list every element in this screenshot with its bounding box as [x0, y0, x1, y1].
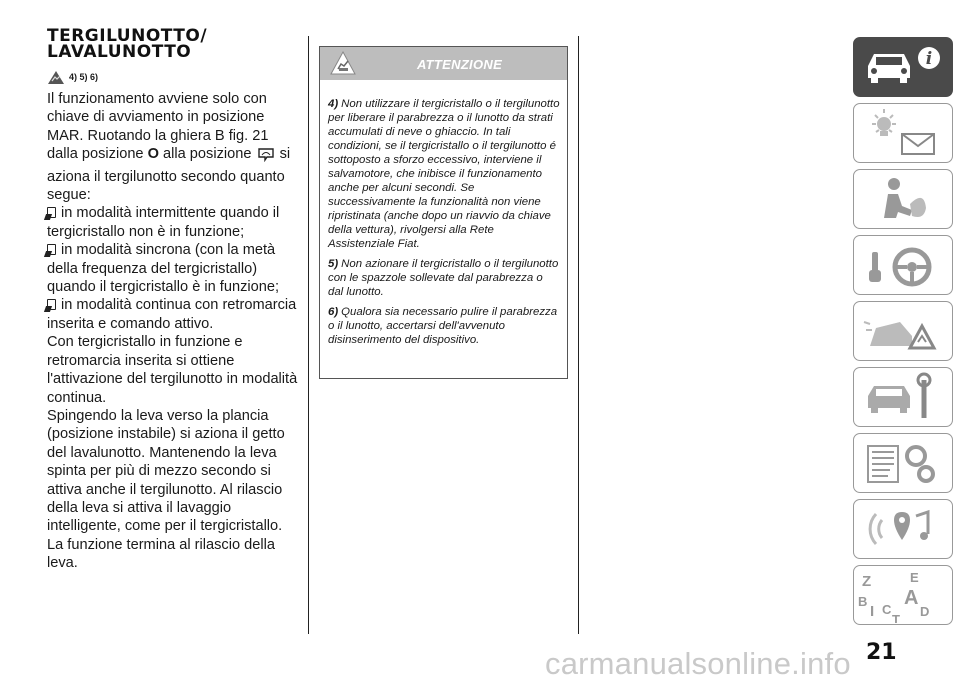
breakdown-icon — [854, 302, 951, 359]
reverse-paragraph: Con tergicristallo in funzione e retromarcia inserita si ottiene l'attivazione del tergilunotto in modalità continua. — [47, 334, 298, 406]
warning-item: 6) Qualora sia necessario pulire il parabrezza o il lunotto, accertarsi dell'avvenuto disinserimento del dispositivo. — [328, 306, 558, 346]
warning-item: 5) Non azionare il tergicristallo o il tergilunotto con le spazzole sollevate dal parabrezza o dal lunotto. — [328, 258, 559, 298]
bullet-icon — [47, 244, 56, 255]
section-title: TERGILUNOTTO/ LAVALUNOTTO — [47, 26, 208, 62]
svg-text:C: C — [882, 602, 892, 617]
tab-alphabetical-index[interactable] — [853, 565, 953, 625]
tab-car-info[interactable] — [853, 37, 953, 97]
svg-text:E: E — [910, 570, 919, 585]
column-divider — [578, 36, 579, 634]
warning-references — [47, 66, 302, 88]
svg-text:D: D — [920, 604, 930, 619]
body-text — [47, 90, 302, 573]
rear-wiper-icon — [258, 147, 274, 167]
warning-heading: ATTENZIONE — [416, 57, 503, 72]
svg-text:Z: Z — [862, 573, 872, 590]
position-o: O — [147, 146, 159, 163]
lever-paragraph: Spingendo la leva verso la plancia (posizione instabile) si aziona il getto del lavalunotto. Mantenendo la leva spinta per più di mezzo secondo si attiva anche il tergilunotto. Al rilascio della leva si attiva il lavaggio intelligente, come per il tergicristallo. — [47, 407, 285, 535]
page-number: 21 — [866, 640, 897, 665]
tab-warning-lights[interactable] — [853, 103, 953, 163]
warning-triangle-icon — [47, 70, 65, 85]
svg-text:T: T — [892, 612, 900, 623]
alphabetical-index-icon — [854, 566, 951, 623]
key-steering-icon — [854, 236, 951, 293]
tab-maintenance[interactable] — [853, 367, 953, 427]
svg-text:I: I — [870, 603, 875, 620]
tab-breakdown[interactable] — [853, 301, 953, 361]
watermark: carmanualsonline.info — [545, 646, 851, 681]
warning-refs-text: 4) 5) 6) — [69, 72, 99, 82]
maintenance-icon — [854, 368, 951, 425]
tab-multimedia[interactable] — [853, 499, 953, 559]
svg-text:B: B — [858, 594, 868, 609]
airbag-seat-icon — [854, 170, 951, 227]
svg-text:A: A — [904, 587, 919, 609]
end-paragraph: La funzione termina al rilascio della leva. — [47, 536, 275, 572]
specs-gears-icon — [854, 434, 951, 491]
bullet-item: in modalità sincrona (con la metà della frequenza del tergicristallo) quando il tergicristallo è in funzione; — [47, 242, 280, 296]
bullet-icon — [47, 299, 56, 310]
column-divider — [308, 36, 309, 634]
intro-paragraph: Il funzionamento avviene solo con chiave di avviamento in posizione MAR. Ruotando la ghiera B fig. 21 dalla posizione O alla posizione si aziona il tergilunotto secondo quanto segue: — [47, 91, 291, 204]
multimedia-icon — [854, 500, 951, 557]
bullet-icon — [47, 207, 56, 218]
tab-specs[interactable] — [853, 433, 953, 493]
bullet-item: in modalità continua con retromarcia inserita e comando attivo. — [47, 297, 297, 332]
warning-item: 4) Non utilizzare il tergicristallo o il tergilunotto per liberare il parabrezza o il lunotto da strati accumulati di neve o ghiaccio. In tali condizioni, se il tergicristallo o il tergilunotto é sottoposto a sforzo eccessivo, interviene il salvamotore, che inibisce il funzionamento anche per alcuni secondi. Se successivamente la funzionalità non viene ripristinata (anche dopo un riavvio da chiave della vettura), rivolgersi alla Rete Assistenziale Fiat. — [328, 98, 560, 250]
main-column — [47, 28, 302, 573]
svg-text:i: i — [925, 49, 933, 69]
warning-box — [319, 46, 568, 379]
warning-lights-icon — [854, 104, 951, 161]
bullet-item: in modalità intermittente quando il tergicristallo non è in funzione; — [47, 205, 280, 240]
tab-airbag-seat[interactable] — [853, 169, 953, 229]
warning-body — [320, 80, 567, 347]
car-info-icon — [854, 38, 951, 95]
warning-header — [320, 47, 567, 80]
tab-key-steering[interactable] — [853, 235, 953, 295]
